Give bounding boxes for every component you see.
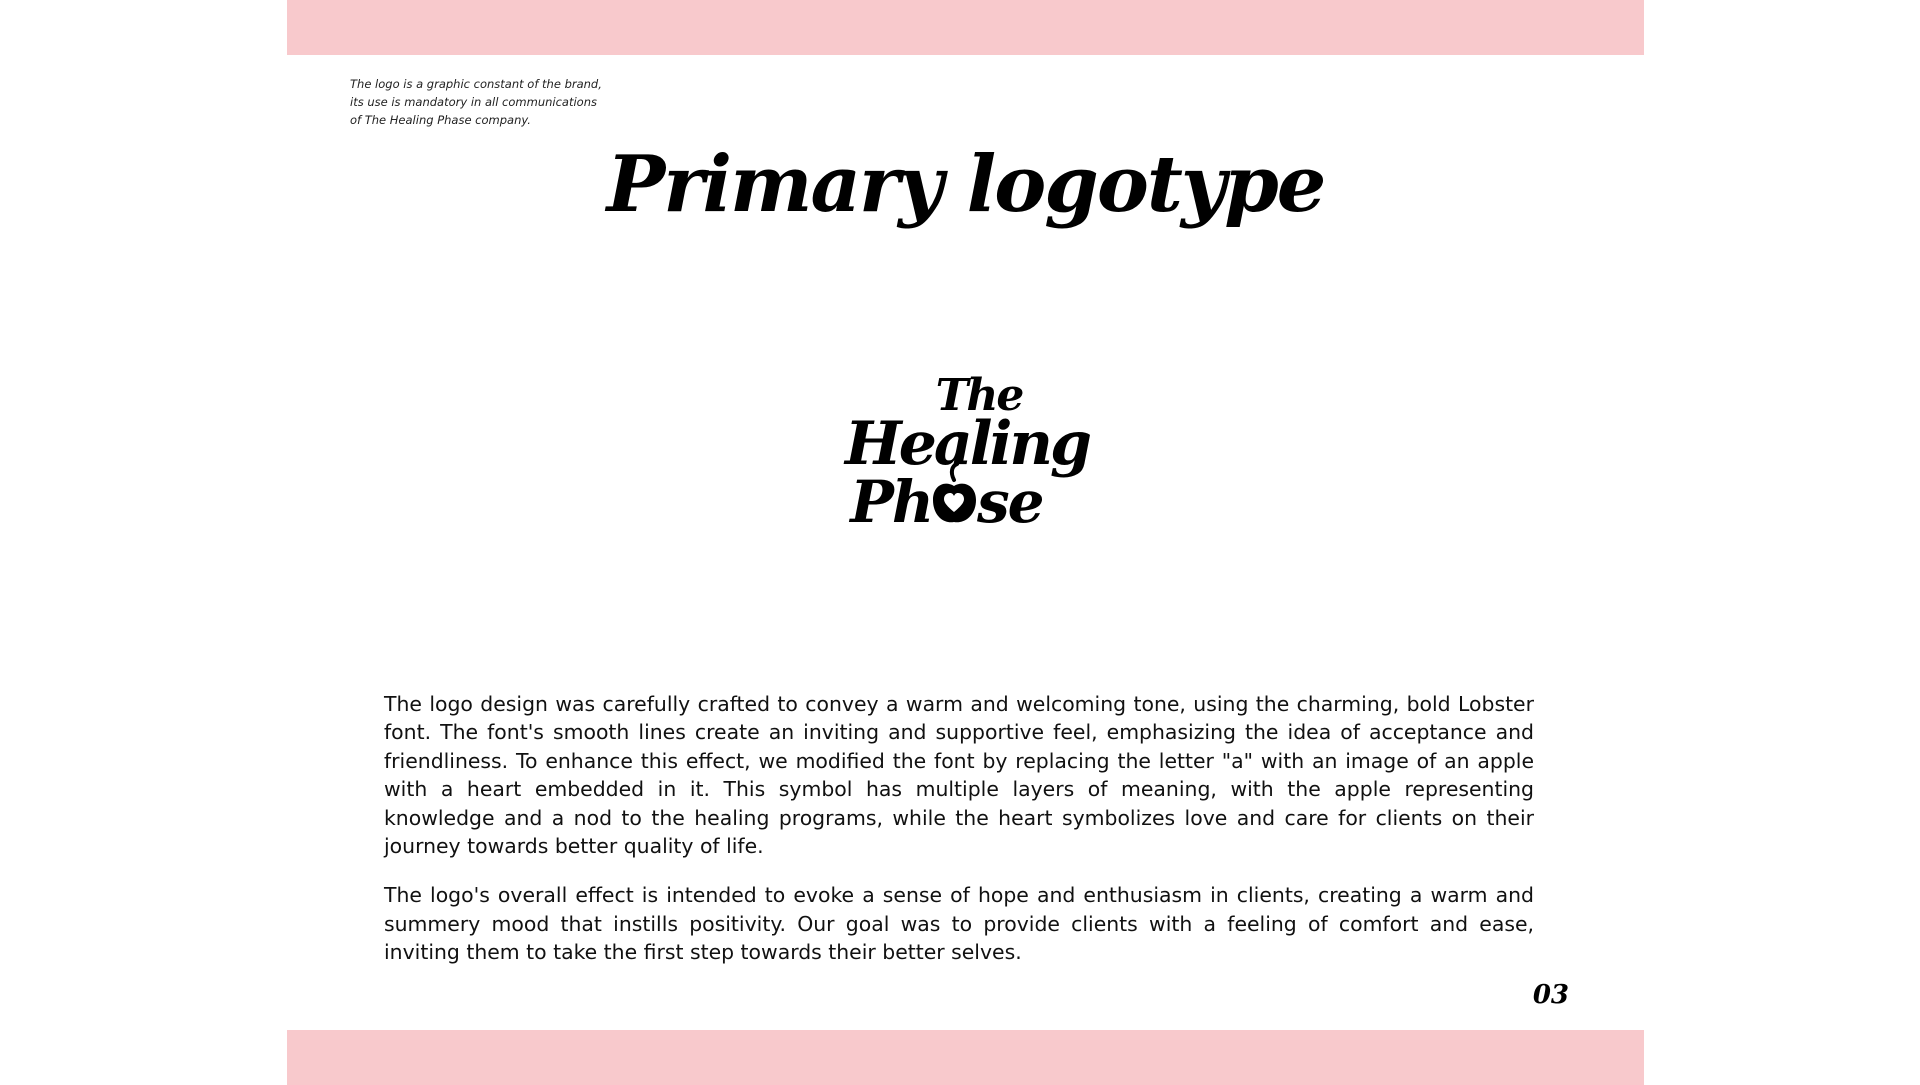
top-accent-band [287, 0, 1644, 55]
body-copy [384, 690, 1534, 988]
logo-word-phase-start: Ph [850, 468, 932, 536]
intro-line: of The Healing Phase company. [350, 113, 531, 127]
logo-word-the: The [935, 372, 1023, 421]
brand-guide-page [287, 0, 1644, 1080]
page-number: 03 [1532, 980, 1569, 1010]
logo-word-healing: Healing [845, 409, 1089, 479]
page-title: Primary logotype [606, 139, 1325, 230]
intro-note [350, 75, 670, 129]
intro-line: its use is mandatory in all communications [350, 95, 597, 109]
logo-word-phase-end: se [977, 468, 1043, 536]
bottom-accent-band [287, 1030, 1644, 1085]
healing-phase-logo [807, 372, 1127, 542]
intro-line: The logo is a graphic constant of the brand, [350, 77, 602, 91]
body-paragraph: The logo design was carefully crafted to convey a warm and welcoming tone, using the charming, bold Lobster font. The font's smooth lines create an inviting and supportive feel, emphasizing the idea of acceptance and friendliness. To enhance this effect, we modified the font by replacing the letter "a" with an image of an apple with a heart embedded in it. This symbol has multiple layers of meaning, with the apple representing knowledge and a nod to the healing programs, while the heart symbolizes love and care for clients on their journey towards better quality of life. [384, 692, 1534, 859]
body-paragraph: The logo's overall effect is intended to evoke a sense of hope and enthusiasm in clients, creating a warm and summery mood that instills positivity. Our goal was to provide clients with a feeling of comfort and ease, inviting them to take the first step towards their better selves. [384, 883, 1534, 965]
